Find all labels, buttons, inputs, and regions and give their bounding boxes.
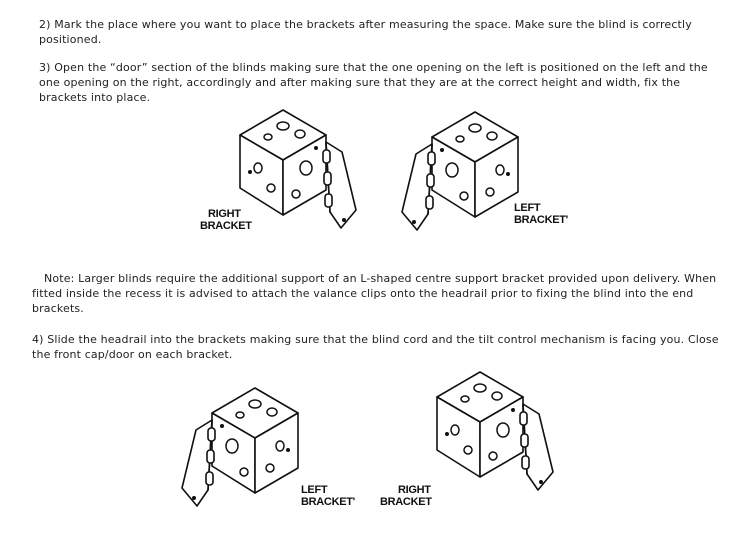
bottom-right-bracket-figure (435, 372, 560, 497)
step-4-text: 4) Slide the headrail into the brackets making sure that the blind cord and the tilt control mechanism is facing you. Close the front cap/door on each bracket. (32, 333, 719, 361)
bottom-right-bracket-label: RIGHT BRACKET (380, 484, 432, 508)
top-right-bracket-label: RIGHT BRACKET (200, 208, 252, 232)
right-bracket-illustration (435, 372, 560, 497)
bottom-left-bracket-figure (180, 388, 305, 513)
left-bracket-illustration (180, 388, 305, 513)
step-3-text: 3) Open the “door” section of the blinds making sure that the one opening on the left is positioned on the left and the one opening on the right, accordingly and after making sure that they are at the correct height and width, fix the brackets into place. (39, 61, 708, 104)
bottom-left-bracket-label: LEFT BRACKET' (301, 484, 355, 508)
step-2-text: 2) Mark the place where you want to place the brackets after measuring the space. Make sure the blind is correctly positioned. (39, 18, 692, 46)
top-right-bracket-figure (238, 110, 363, 235)
left-bracket-illustration (400, 112, 525, 237)
right-bracket-illustration (238, 110, 363, 235)
top-left-bracket-label: LEFT BRACKET' (514, 202, 568, 226)
note-text: Note: Larger blinds require the additional support of an L-shaped centre support bracket provided upon delivery. When fitted inside the recess it is advised to attach the valance clips onto the headrail prior to fixing the blind into the end brackets. (32, 272, 717, 315)
top-left-bracket-figure (400, 112, 525, 237)
